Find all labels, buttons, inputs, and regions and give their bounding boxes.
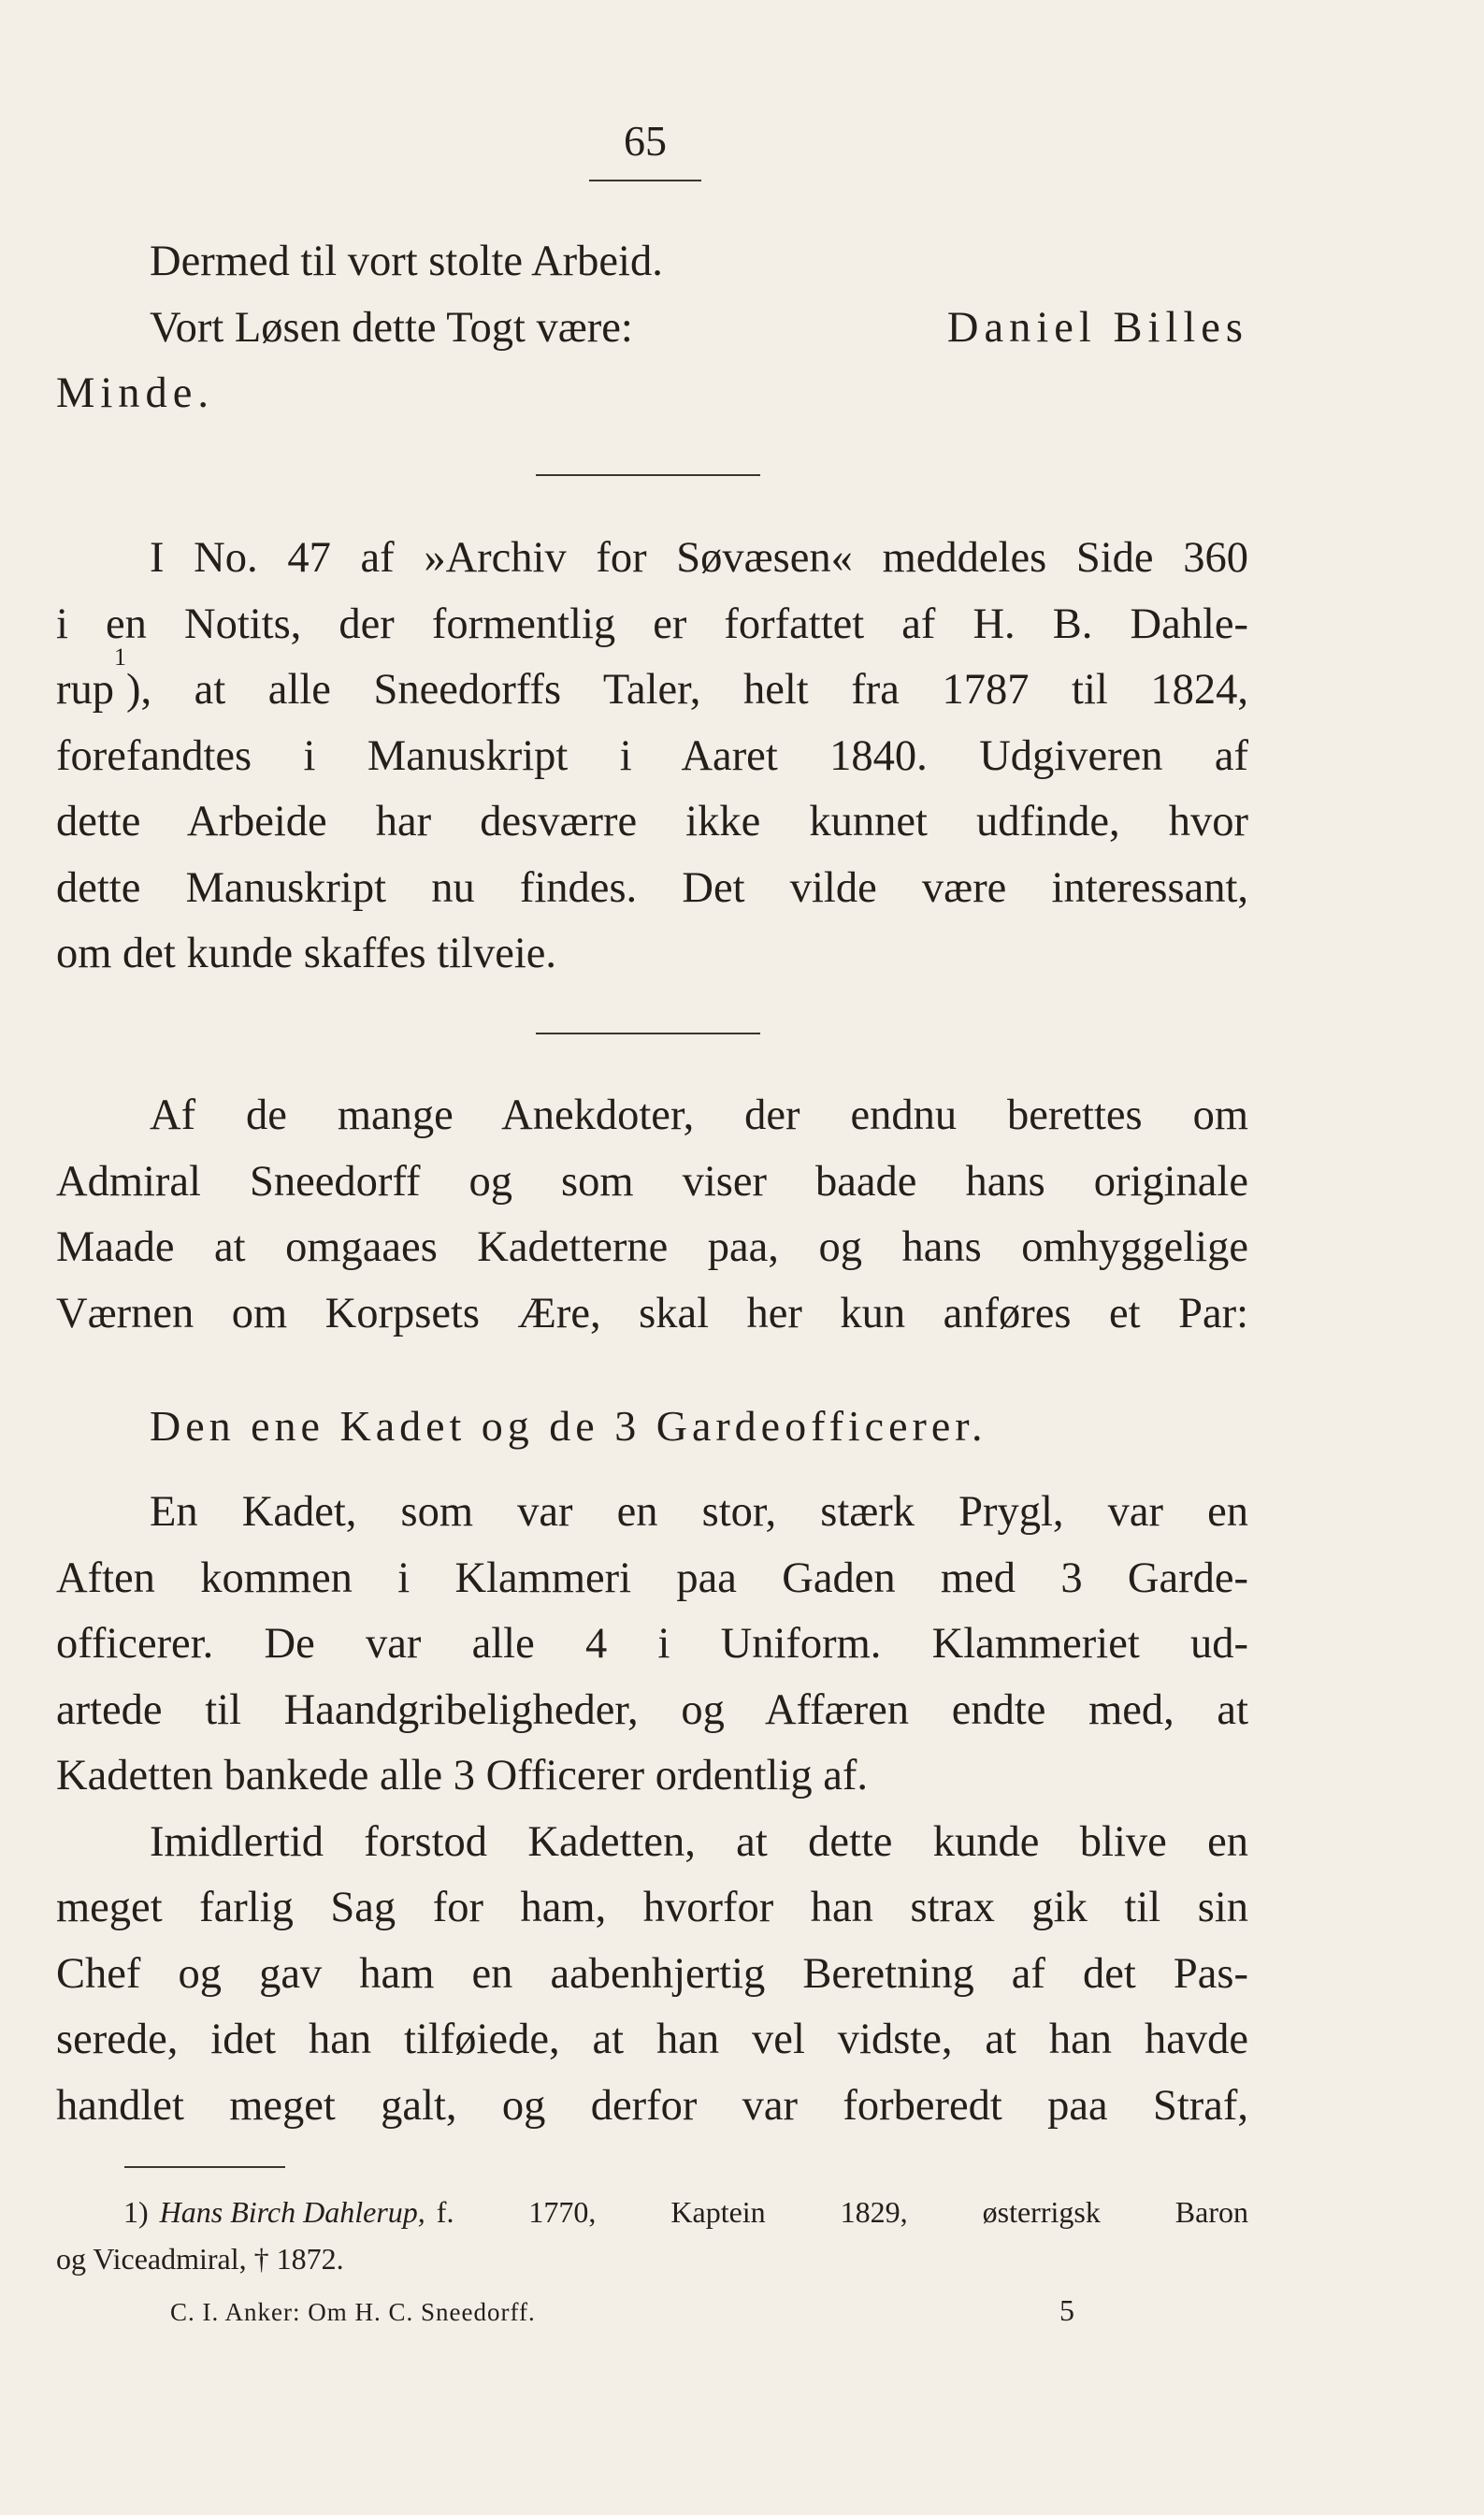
footnote-text: f. 1770, Kaptein 1829, østerrigsk Baron bbox=[436, 2195, 1248, 2229]
section-rule bbox=[536, 474, 760, 476]
text-line: serede, idet han tilføiede, at han vel vidste, at han havde bbox=[56, 2016, 1248, 2063]
text-line: Dermed til vort stolte Arbeid. bbox=[150, 238, 663, 285]
signature-number: 5 bbox=[1059, 2293, 1074, 2327]
footnote-line bbox=[56, 2189, 1248, 2235]
section-heading: Den ene Kadet og de 3 Gardeofficerer. bbox=[150, 1402, 987, 1450]
text-line: dette Manuskript nu findes. Det vilde være interessant, bbox=[56, 863, 1248, 912]
footnote-rule bbox=[124, 2166, 285, 2168]
paragraph-anekdoter bbox=[56, 1083, 1248, 1347]
text-line: handlet meget galt, og derfor var forberedt paa Straf, bbox=[56, 2081, 1248, 2130]
text-segment: rup bbox=[56, 666, 114, 714]
text-line: Imidlertid forstod Kadetten, at dette kunde blive en bbox=[150, 1817, 1248, 1866]
spaced-name: Minde. bbox=[56, 369, 215, 417]
main-text bbox=[56, 229, 1248, 427]
footnote-marker: 1 bbox=[114, 643, 126, 671]
section-rule bbox=[536, 1033, 760, 1034]
footnote-name: Hans Birch Dahlerup, bbox=[159, 2195, 425, 2229]
text-line bbox=[56, 296, 1248, 362]
text-line: Af de mange Anekdoter, der endnu berettes om bbox=[150, 1091, 1248, 1139]
text-segment: ), at alle Sneedorffs Taler, helt fra 1787 til 1824, bbox=[126, 666, 1248, 714]
text-line: Kadetten bankede alle 3 Officerer ordentlig af. bbox=[56, 1752, 869, 1800]
text-line: meget farlig Sag for ham, hvorfor han strax gik til sin bbox=[56, 1884, 1248, 1931]
text-line bbox=[56, 643, 1248, 724]
page-number: 65 bbox=[624, 117, 667, 165]
text-segment: Vort Løsen dette Togt være: bbox=[150, 303, 633, 352]
spaced-name: Daniel Billes bbox=[946, 303, 1248, 352]
paragraph-archiv bbox=[56, 526, 1248, 988]
text-line: artede til Haandgribeligheder, og Affæren endte med, at bbox=[56, 1685, 1248, 1734]
text-line: officerer. De var alle 4 i Uniform. Klammeriet ud- bbox=[56, 1620, 1248, 1668]
text-line: I No. 47 af »Archiv for Søvæsen« meddeles Side 360 bbox=[150, 534, 1248, 582]
text-line: Admiral Sneedorff og som viser baade hans originale bbox=[56, 1157, 1248, 1206]
text-line: En Kadet, som var en stor, stærk Prygl, var en bbox=[150, 1488, 1248, 1536]
text-line: i en Notits, der formentlig er forfattet af H. B. Dahle- bbox=[56, 600, 1248, 648]
printer-signature: C. I. Anker: Om H. C. Sneedorff. bbox=[170, 2298, 536, 2326]
footnote-line: og Viceadmiral, † 1872. bbox=[56, 2242, 344, 2276]
text-line: dette Arbeide har desværre ikke kunnet udfinde, hvor bbox=[56, 798, 1248, 846]
page-number-rule bbox=[589, 180, 701, 181]
text-line: Maade at omgaaes Kadetterne paa, og hans omhyggelige bbox=[56, 1223, 1248, 1271]
text-line: forefandtes i Manuskript i Aaret 1840. Udgiveren af bbox=[56, 731, 1248, 780]
text-line: Chef og gav ham en aabenhjertig Beretning af det Pas- bbox=[56, 1949, 1248, 1998]
text-line: om det kunde skaffes tilveie. bbox=[56, 930, 557, 977]
footnote bbox=[56, 2189, 1248, 2282]
text-line: Aften kommen i Klammeri paa Gaden med 3 Garde- bbox=[56, 1554, 1248, 1602]
paragraph-kadet bbox=[56, 1480, 1248, 2139]
text-line: Værnen om Korpsets Ære, skal her kun anføres et Par: bbox=[56, 1289, 1248, 1337]
footnote-marker: 1) bbox=[123, 2195, 149, 2229]
